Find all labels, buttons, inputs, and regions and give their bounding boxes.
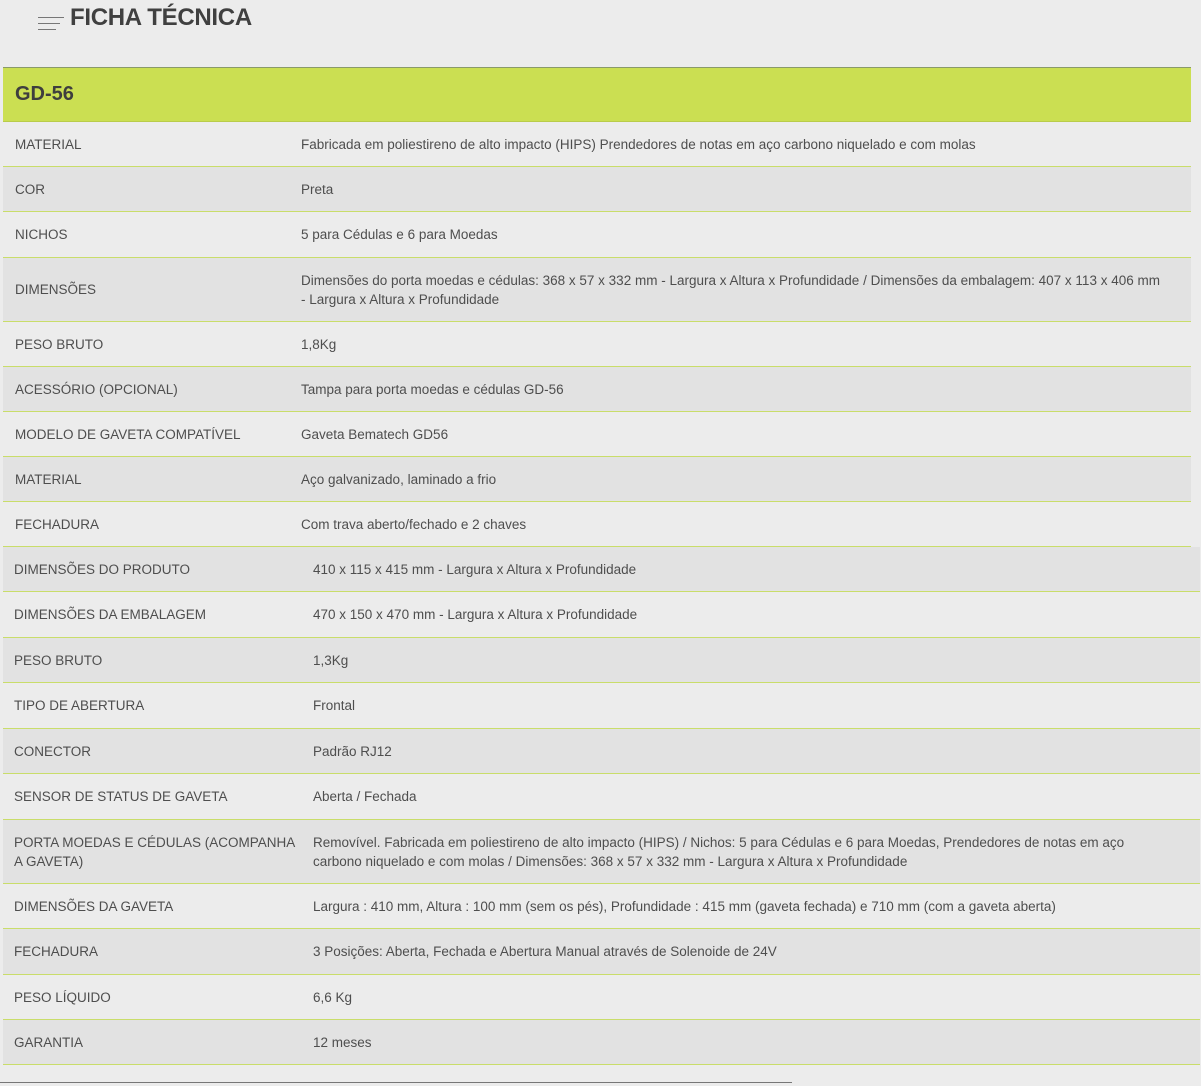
table-row [3,683,1200,729]
spec-rows [3,122,1201,1065]
table-row [3,412,1191,457]
spec-value: Fabricada em poliestireno de alto impacto (HIPS) Prendedores de notas em aço carbono niquelado e com molas [301,136,976,152]
table-row [3,729,1200,774]
spec-value: Com trava aberto/fechado e 2 chaves [301,516,527,532]
spec-label: MATERIAL [15,471,82,487]
spec-label: TIPO DE ABERTURA [14,698,145,713]
table-row [3,820,1200,884]
table-row [3,929,1200,975]
divider [0,1082,792,1083]
spec-label: ACESSÓRIO (OPCIONAL) [15,381,178,397]
spec-label: MODELO DE GAVETA COMPATÍVEL [15,426,241,442]
spec-label: MATERIAL [15,136,82,152]
spec-value: 470 x 150 x 470 mm - Largura x Altura x Profundidade [313,607,638,622]
table-row [3,258,1191,322]
spec-value: 410 x 115 x 415 mm - Largura x Altura x Profundidade [313,561,637,577]
table-row [3,592,1200,638]
spec-label: FECHADURA [15,516,100,532]
spec-label: DIMENSÕES DA GAVETA [14,898,174,914]
table-row [3,547,1200,592]
spec-value: 6,6 Kg [313,989,353,1005]
spec-label: NICHOS [15,227,68,242]
spec-value: Aberta / Fechada [313,789,417,804]
table-row [3,367,1191,412]
table-row [3,774,1200,820]
spec-label: PESO LÍQUIDO [14,989,111,1005]
spec-value: Tampa para porta moedas e cédulas GD-56 [301,381,564,397]
table-row [3,457,1191,502]
table-row [3,1020,1200,1065]
spec-label: FECHADURA [14,944,99,959]
hamburger-menu-icon[interactable] [38,15,64,31]
spec-label: DIMENSÕES DO PRODUTO [14,561,191,577]
spec-table-header [3,68,1191,122]
spec-label: SENSOR DE STATUS DE GAVETA [14,789,228,804]
spec-label: CONECTOR [14,743,92,759]
spec-value: Aço galvanizado, laminado a frio [301,471,497,487]
table-row [3,884,1200,929]
spec-label: DIMENSÕES [15,282,97,297]
spec-label: DIMENSÕES DA EMBALAGEM [14,607,207,622]
spec-value: Removível. Fabricada em poliestireno de alto impacto (HIPS) / Nichos: 5 para Cédulas e 6 para Moedas, Prendedores de notas em aço carbono niquelado e com molas / Dimensões: 368 x 57 x 332 mm - Largura x Altura x Profundidade [313,834,1125,869]
spec-value: Gaveta Bematech GD56 [301,426,449,442]
product-model-title: GD-56 [15,83,74,105]
spec-value: 3 Posições: Aberta, Fechada e Abertura Manual através de Solenoide de 24V [313,944,777,959]
spec-label: COR [15,181,45,197]
spec-value: Preta [301,181,334,197]
spec-value: 1,3Kg [313,652,349,668]
spec-value: Dimensões do porta moedas e cédulas: 368 x 57 x 332 mm - Largura x Altura x Profundidade / Dimensões da embalagem: 407 x 113 x 406 mm - Largura x Altura x Profundidade [301,272,1160,307]
spec-label: GARANTIA [14,1034,84,1050]
spec-value: 12 meses [313,1034,372,1050]
spec-value: 1,8Kg [301,336,337,352]
table-row [3,322,1191,367]
spec-value: 5 para Cédulas e 6 para Moedas [301,227,498,242]
spec-label: PORTA MOEDAS E CÉDULAS (ACOMPANHA A GAVETA) [14,834,295,869]
spec-value: Largura : 410 mm, Altura : 100 mm (sem os pés), Profundidade : 415 mm (gaveta fechada) e 710 mm (com a gaveta aberta) [313,898,1056,914]
spec-table [3,67,1191,122]
page-title: FICHA TÉCNICA [70,4,252,31]
table-row [3,638,1200,683]
table-row [3,212,1191,258]
spec-value: Frontal [313,698,356,713]
page-header [38,0,252,36]
table-row [3,167,1191,212]
spec-label: PESO BRUTO [15,336,104,352]
table-row [3,122,1191,167]
table-row [3,975,1200,1020]
spec-label: PESO BRUTO [14,652,103,668]
table-row [3,502,1191,547]
spec-value: Padrão RJ12 [313,743,392,759]
